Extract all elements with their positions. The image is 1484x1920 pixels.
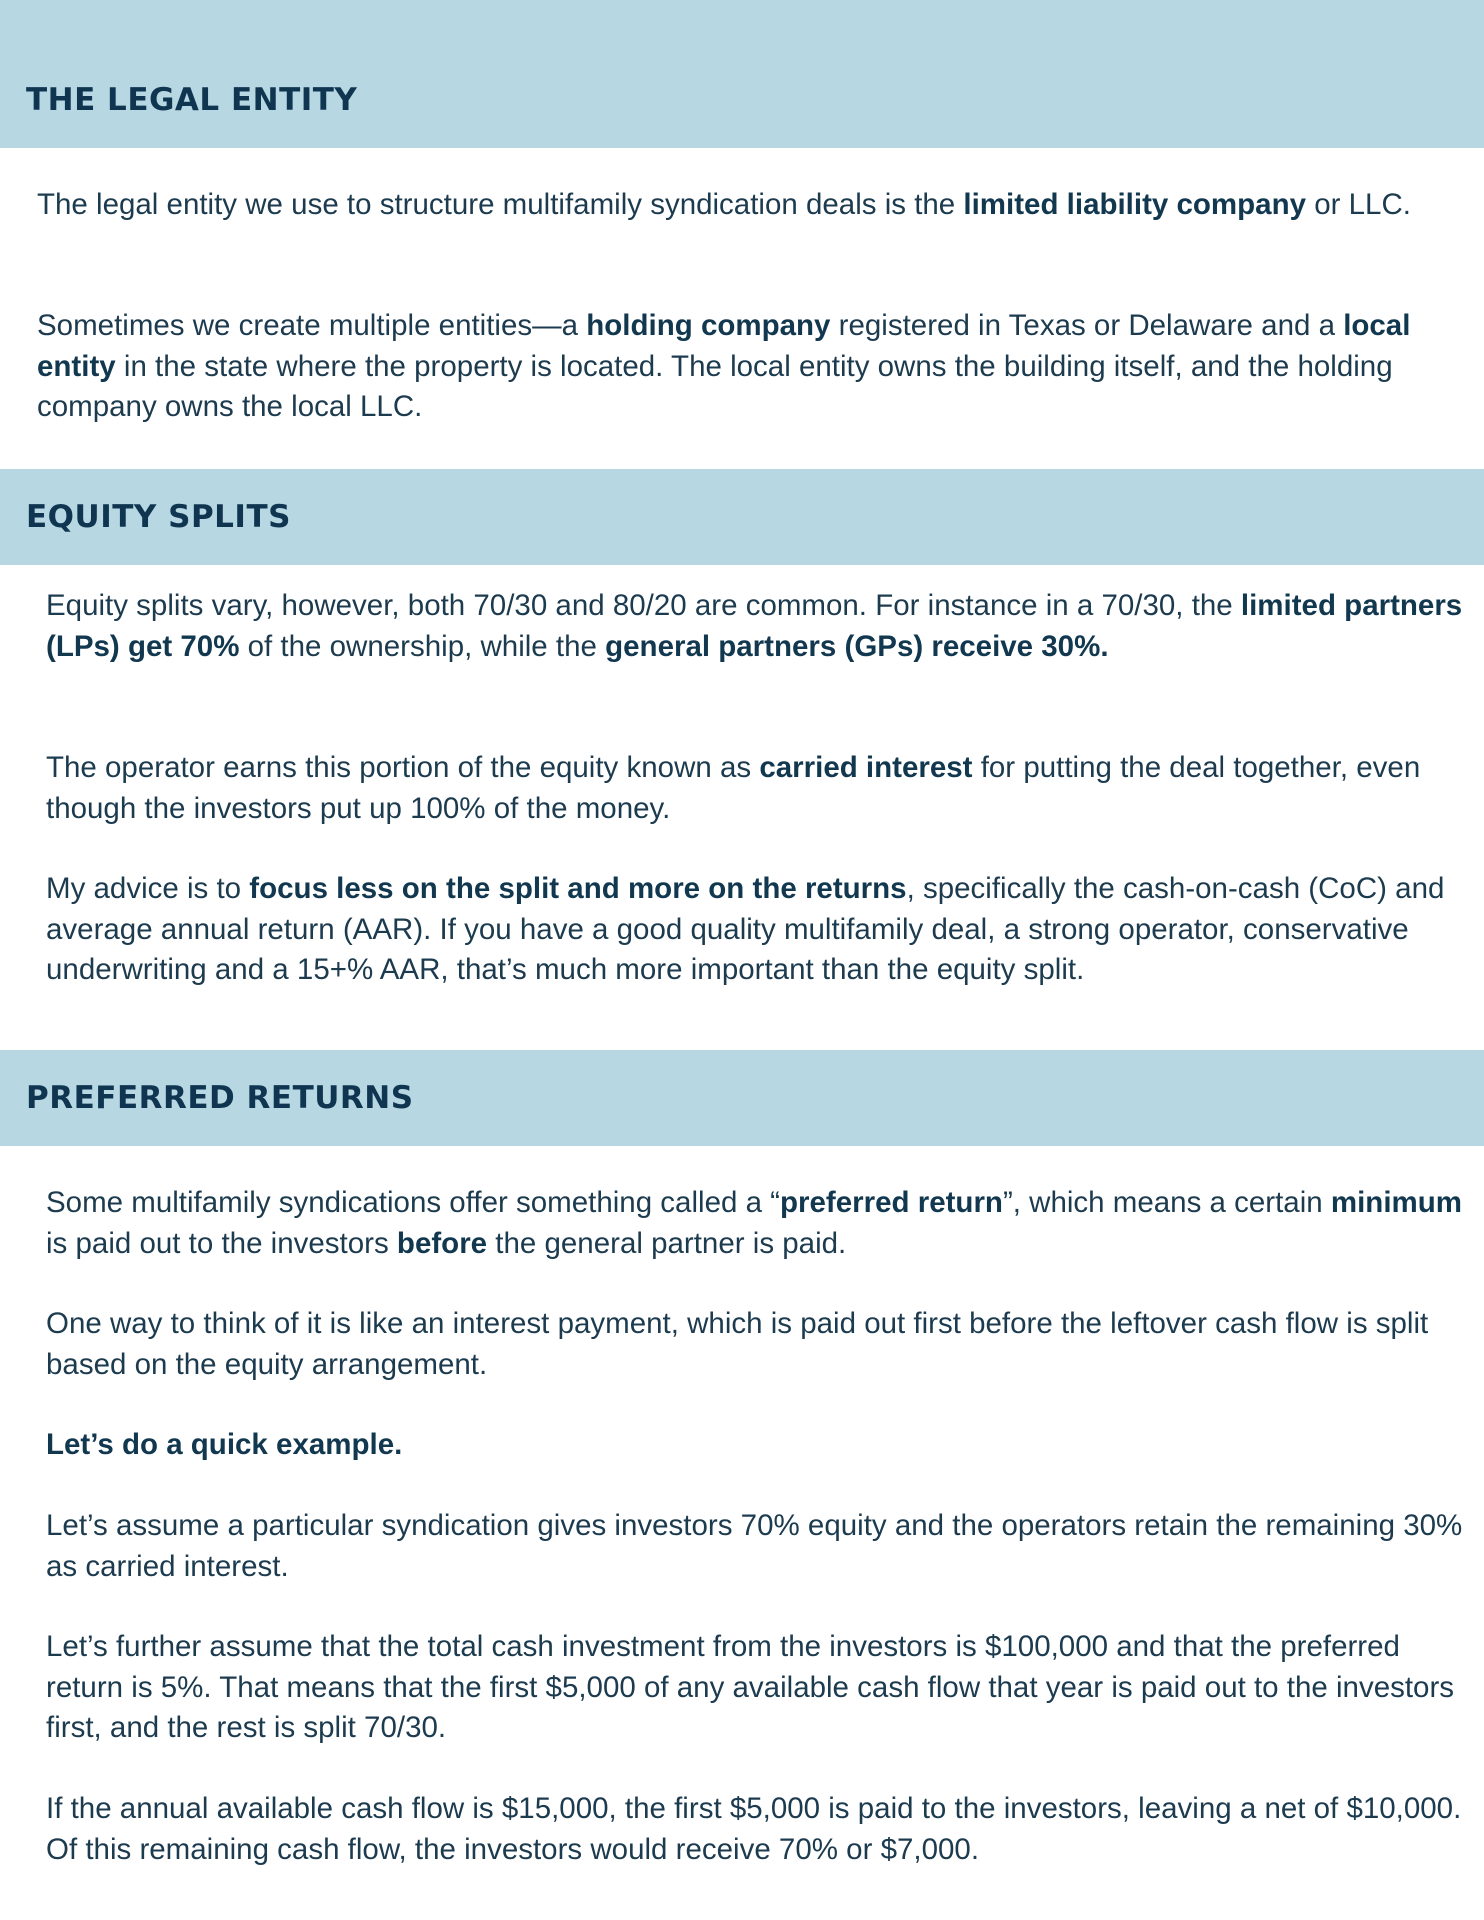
paragraph	[37, 185, 1457, 226]
emphasis-text: carried interest	[759, 751, 973, 784]
paragraph	[46, 1304, 1466, 1385]
body-text: the general partner is paid.	[487, 1226, 847, 1260]
emphasis-text: minimum	[1330, 1186, 1462, 1219]
section-heading: PREFERRED RETURNS	[26, 1080, 414, 1116]
body-text: Let’s further assume that the total cash investment from the investors is $100,000 and that the preferred return is 5%. That means that the first $5,000 of any available cash flow that year is paid out to the investors first, and the rest is split 70/30.	[46, 1630, 1455, 1744]
body-text: The operator earns this portion of the equity known as	[46, 751, 760, 784]
emphasis-text: holding company	[586, 309, 831, 342]
body-text: ”, which means a certain	[1002, 1186, 1331, 1219]
paragraph	[46, 1789, 1466, 1870]
paragraph	[46, 1506, 1466, 1587]
emphasis-text: preferred return	[780, 1186, 1003, 1219]
body-text: If the annual available cash flow is $15,000, the first $5,000 is paid to the investors, leaving a net of $10,000. Of this remaining cash flow, the investors would receive 70% or $7,000.	[46, 1792, 1462, 1866]
body-text: Sometimes we create multiple entities—a	[37, 309, 587, 342]
body-text: in the state where the property is located. The local entity owns the building itself, and the holding company owns the local LLC.	[37, 349, 1393, 423]
emphasis-text: focus less on the split and more on the returns	[249, 872, 907, 905]
body-text: Equity splits vary, however, both 70/30 and 80/20 are common. For instance in a 70/30, the	[46, 589, 1241, 622]
section-heading: THE LEGAL ENTITY	[26, 82, 358, 118]
body-text: is paid out to the investors	[46, 1226, 397, 1260]
emphasis-text: local entity	[37, 309, 1411, 383]
emphasis-text: general partners (GPs) receive 30%.	[605, 629, 1109, 663]
body-text: The legal entity we use to structure multifamily syndication deals is the	[37, 188, 964, 221]
body-text: , specifically the cash-on-cash (CoC) and average annual return (AAR). If you have a good quality multifamily deal, a strong operator, conservative underwriting and a 15+% AAR, that’s much more important than the equity split.	[46, 872, 1445, 986]
emphasis-text: Let’s do a quick example.	[46, 1428, 403, 1461]
paragraph	[37, 306, 1457, 428]
paragraph	[46, 748, 1466, 829]
section-header-equity-splits	[0, 469, 1484, 565]
section-heading: EQUITY SPLITS	[26, 499, 291, 535]
body-text: or LLC.	[1306, 188, 1411, 221]
paragraph	[46, 869, 1466, 991]
paragraph	[46, 1425, 1466, 1466]
emphasis-text: limited liability company	[963, 188, 1307, 221]
emphasis-text: limited partners (LPs) get 70%	[46, 589, 1463, 663]
body-text: registered in Texas or Delaware and a	[830, 309, 1344, 342]
body-text: for putting the deal together, even though the investors put up 100% of the money.	[46, 751, 1421, 825]
body-text: One way to think of it is like an interest payment, which is paid out first before the leftover cash flow is split based on the equity arrangement.	[46, 1307, 1429, 1381]
body-text: Let’s assume a particular syndication gives investors 70% equity and the operators retain the remaining 30% as carried interest.	[46, 1509, 1463, 1583]
body-text: My advice is to	[46, 872, 250, 905]
body-text: of the ownership, while the	[239, 629, 606, 663]
emphasis-text: before	[396, 1226, 488, 1260]
body-text: Some multifamily syndications offer something called a “	[46, 1186, 780, 1219]
paragraph	[46, 1183, 1466, 1264]
section-header-preferred-returns	[0, 1050, 1484, 1146]
section-header-legal-entity	[0, 0, 1484, 148]
paragraph	[46, 586, 1466, 667]
paragraph	[46, 1627, 1466, 1749]
